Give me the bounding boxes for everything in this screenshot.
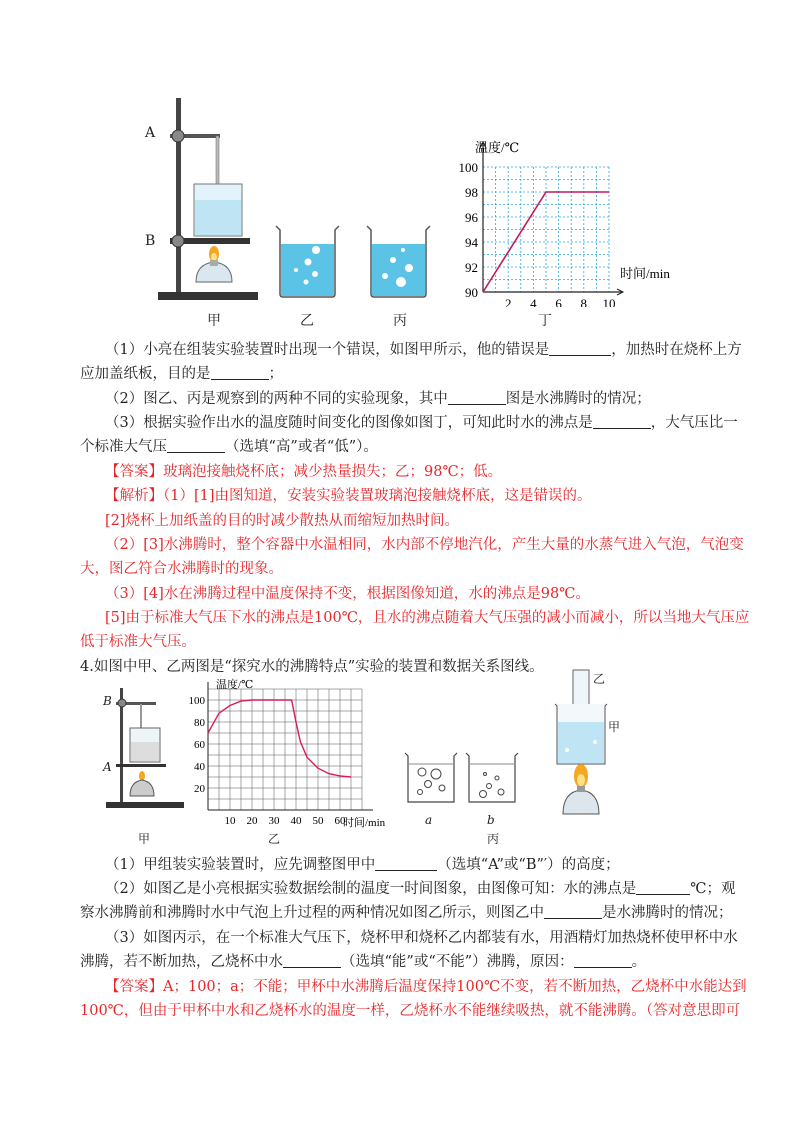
- q4-answer-2: 100℃，但由于甲杯中水和乙烧杯水的温度一样，乙烧杯水不能继续吸热，就不能沸腾。（答对意思即可: [80, 1003, 741, 1019]
- x-tick-label: 10: [224, 815, 236, 827]
- y-tick-label: 94: [465, 235, 478, 250]
- x-tick-label: 40: [290, 815, 302, 827]
- q4-fig-label-bing: 丙: [487, 832, 500, 846]
- q3-part1: （1）小亮在组装实验装置时出现一个错误，如图甲所示，他的错误是 ，加热时在烧杯上方: [105, 342, 742, 358]
- y-tick-label: 80: [194, 717, 205, 729]
- q4-part3-cont: 沸腾，若不断加热，乙烧杯中水 （选填“能”或“不能”）沸腾，原因： 。: [80, 954, 647, 970]
- q3-answer: 【答案】玻璃泡接触烧杯底；减少热量损失；乙；98℃；低。: [105, 464, 503, 480]
- y-tick-label: 20: [194, 783, 205, 795]
- q3-part3: （3）根据实验作出水的温度随时间变化的图像如图丁，可知此时水的沸点是 ，大气压比一: [105, 415, 738, 431]
- fig-label-jia: 甲: [207, 313, 221, 329]
- y-tick-label: 40: [194, 761, 205, 773]
- q4-stem: 4.如图中甲、乙两图是“探究水的沸腾特点”实验的装置和数据关系图线。: [80, 659, 544, 675]
- x-axis-label: 时间/min: [620, 266, 670, 281]
- q3-analysis-3: （2）[3]水沸腾时，整个容器中水温相同，水内部不停地汽化，产生大量的水蒸气进入气泡，气泡变: [105, 537, 744, 553]
- q3-part3-cont: 个标准大气压 （选填“高”或者“低”）。: [80, 439, 378, 455]
- q3-analysis-6: [5]由于标准大气压下水的沸点是100℃，且水的沸点随着大气压强的减小而减小，所以当地大气压应: [105, 610, 750, 626]
- x-tick-label: 30: [268, 815, 280, 827]
- q4-part1: （1）甲组装实验装置时，应先调整图甲中 （选填“A”或“B”′）的高度；: [105, 857, 620, 873]
- apparatus-jia: [140, 92, 260, 307]
- q3-analysis-2: [2]烧杯上加纸盖的目的时减少散热从而缩短加热时间。: [105, 513, 460, 529]
- q4-beaker-b: [463, 750, 521, 806]
- q3-analysis-5: （3）[4]水在沸腾过程中温度保持不变，根据图像知道，水的沸点是98℃。: [105, 586, 590, 602]
- q3-analysis-7: 低于标准大气压。: [80, 634, 196, 650]
- series-line: [208, 700, 351, 777]
- q4-fig-label-jia: 甲: [138, 832, 151, 846]
- y-tick-label: 100: [458, 160, 478, 175]
- beaker-bing: [363, 222, 433, 300]
- q4-small-label-jia: 甲: [608, 720, 621, 734]
- q4-label-b: b: [487, 813, 495, 827]
- stand-label-a: A: [145, 125, 156, 141]
- fig-label-yi: 乙: [300, 313, 314, 329]
- x-tick-label: 4: [530, 296, 537, 307]
- q4-stand-label-b: B: [103, 694, 112, 708]
- q4-stand-label-a: A: [103, 760, 112, 774]
- q4-small-label-yi: 乙: [593, 672, 606, 686]
- y-tick-label: 96: [465, 210, 478, 225]
- q3-analysis-1: 【解析】（1）[1]由图知道，安装实验装置玻璃泡接触烧杯底，这是错误的。: [105, 488, 592, 504]
- y-tick-label: 98: [465, 185, 478, 200]
- q4-apparatus-bing: [545, 664, 625, 824]
- q3-part1-cont: 应加盖纸板，目的是 ；: [80, 366, 283, 382]
- y-tick-label: 90: [465, 285, 478, 300]
- q4-fig-label-yi: 乙: [268, 832, 281, 846]
- q3-part2: （2）图乙、丙是观察到的两种不同的实验现象，其中 图是水沸腾时的情况；: [105, 391, 651, 407]
- x-tick-label: 50: [312, 815, 324, 827]
- x-tick-label: 8: [580, 296, 588, 307]
- q4-label-a: a: [425, 813, 433, 827]
- x-tick-label: 6: [555, 296, 562, 307]
- x-tick-label: 20: [246, 815, 258, 827]
- chart-yi: [183, 674, 395, 832]
- q4-beaker-a: [402, 750, 460, 806]
- stand-label-b: B: [145, 233, 156, 249]
- q4-part3: （3）如图丙示，在一个标准大气压下，烧杯甲和烧杯乙内都装有水，用酒精灯加热烧杯使甲杯中水: [105, 930, 738, 946]
- q3-analysis-4: 大，图乙符合水沸腾时的现象。: [80, 561, 283, 577]
- fig-label-ding: 丁: [538, 313, 552, 329]
- x-axis-label: 时间/min: [343, 817, 386, 829]
- q4-part2: （2）如图乙是小亮根据实验数据绘制的温度一时间图象，由图像可知：水的沸点是 ℃；观: [105, 881, 736, 897]
- y-tick-label: 100: [188, 695, 205, 707]
- q4-answer-1: 【答案】A；100；a；不能；甲杯中水沸腾后温度保持100℃不变，若不断加热，乙烧杯中水能达到: [105, 979, 747, 995]
- y-tick-label: 92: [465, 260, 478, 275]
- fig-label-bing: 丙: [393, 313, 407, 329]
- beaker-yi: [272, 222, 342, 300]
- q4-part2-cont: 察水沸腾前和沸腾时水中气泡上升过程的两种情况如图乙所示，则图乙中 是水沸腾时的情况；: [80, 905, 733, 921]
- x-tick-label: 2: [504, 296, 512, 307]
- y-axis-label: 温度/℃: [216, 679, 254, 691]
- chart-ding: [448, 132, 693, 307]
- x-tick-label: 10: [602, 296, 616, 307]
- x-tick-label: 60: [334, 815, 346, 827]
- y-axis-label: 温度/℃: [475, 140, 520, 155]
- y-tick-label: 60: [194, 739, 205, 751]
